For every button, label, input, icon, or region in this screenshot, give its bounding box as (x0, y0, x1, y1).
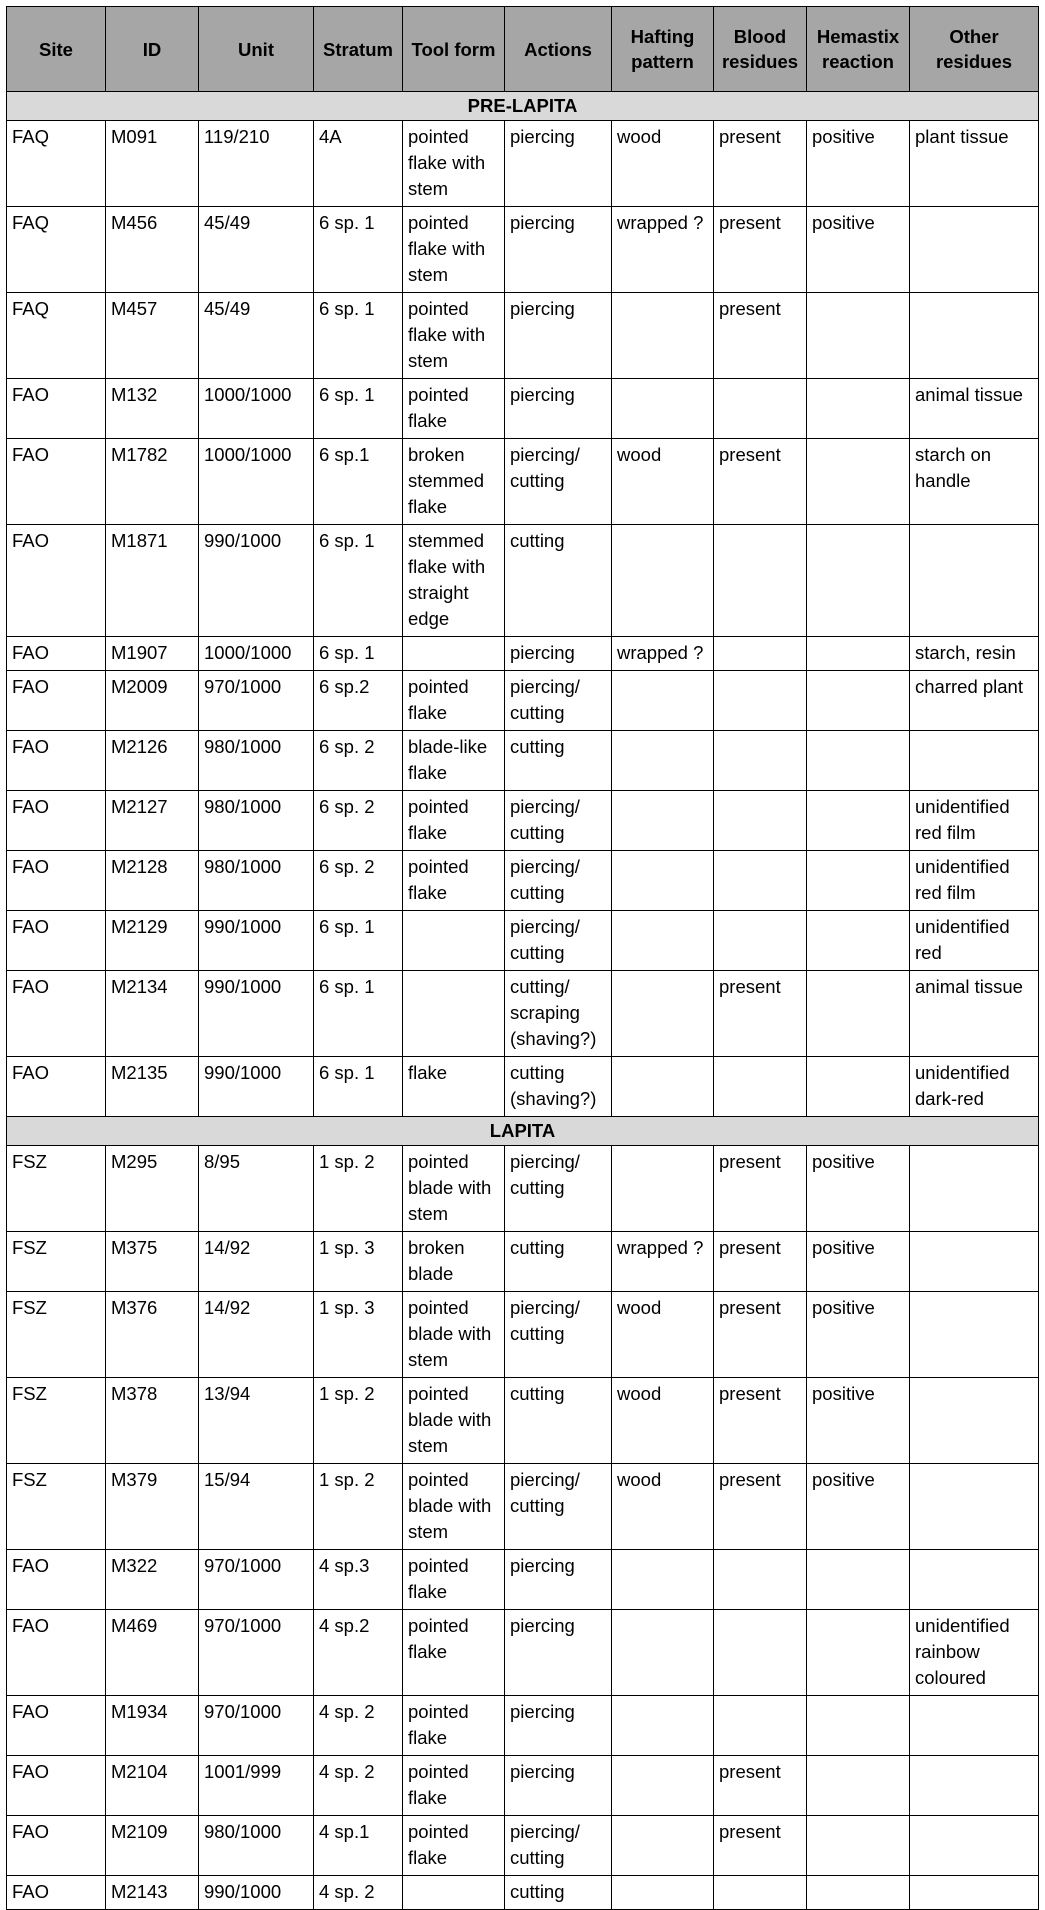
cell-stratum: 1 sp. 3 (314, 1292, 403, 1378)
cell-blood-residues (714, 851, 807, 911)
cell-hafting-pattern (612, 971, 714, 1057)
cell-stratum: 6 sp. 1 (314, 207, 403, 293)
cell-unit: 119/210 (199, 121, 314, 207)
cell-tool-form: stemmed flake with straight edge (403, 525, 505, 637)
cell-actions: cutting (505, 525, 612, 637)
cell-stratum: 6 sp. 2 (314, 851, 403, 911)
cell-unit: 990/1000 (199, 1057, 314, 1117)
header-blood-residues: Blood residues (714, 7, 807, 92)
cell-hafting-pattern (612, 1146, 714, 1232)
table-row (7, 911, 1039, 971)
cell-actions: piercing (505, 1610, 612, 1696)
cell-hemastix-reaction (807, 1816, 910, 1876)
cell-other-residues: starch, resin (910, 637, 1039, 671)
cell-other-residues (910, 1292, 1039, 1378)
residue-table (6, 6, 1039, 1910)
cell-actions: piercing/ cutting (505, 439, 612, 525)
cell-hafting-pattern (612, 911, 714, 971)
cell-tool-form: flake (403, 1057, 505, 1117)
cell-actions: cutting/ scraping (shaving?) (505, 971, 612, 1057)
cell-site: FAO (7, 671, 106, 731)
cell-blood-residues (714, 637, 807, 671)
cell-actions: piercing (505, 121, 612, 207)
table-row (7, 439, 1039, 525)
cell-id: M378 (106, 1378, 199, 1464)
cell-hemastix-reaction: positive (807, 1146, 910, 1232)
cell-tool-form: pointed flake (403, 1696, 505, 1756)
cell-site: FAO (7, 525, 106, 637)
cell-site: FAO (7, 439, 106, 525)
cell-id: M132 (106, 379, 199, 439)
cell-stratum: 6 sp. 1 (314, 525, 403, 637)
cell-site: FAO (7, 1696, 106, 1756)
cell-hafting-pattern: wood (612, 1292, 714, 1378)
cell-actions: piercing (505, 1696, 612, 1756)
cell-unit: 1000/1000 (199, 637, 314, 671)
cell-actions: piercing/ cutting (505, 1292, 612, 1378)
cell-hemastix-reaction: positive (807, 207, 910, 293)
cell-id: M375 (106, 1232, 199, 1292)
cell-stratum: 6 sp. 1 (314, 379, 403, 439)
cell-other-residues (910, 293, 1039, 379)
cell-tool-form: pointed blade with stem (403, 1146, 505, 1232)
cell-id: M2109 (106, 1816, 199, 1876)
cell-id: M2127 (106, 791, 199, 851)
cell-tool-form: pointed flake with stem (403, 207, 505, 293)
cell-stratum: 4 sp.3 (314, 1550, 403, 1610)
cell-tool-form: pointed blade with stem (403, 1464, 505, 1550)
cell-unit: 15/94 (199, 1464, 314, 1550)
cell-hemastix-reaction (807, 971, 910, 1057)
cell-site: FSZ (7, 1292, 106, 1378)
cell-other-residues: unidentified dark-red (910, 1057, 1039, 1117)
cell-blood-residues (714, 671, 807, 731)
header-actions: Actions (505, 7, 612, 92)
cell-blood-residues (714, 791, 807, 851)
header-other-residues: Other residues (910, 7, 1039, 92)
cell-hafting-pattern (612, 1816, 714, 1876)
cell-hemastix-reaction: positive (807, 1378, 910, 1464)
cell-id: M2143 (106, 1876, 199, 1910)
cell-actions: piercing/ cutting (505, 851, 612, 911)
table-row (7, 971, 1039, 1057)
cell-other-residues (910, 1146, 1039, 1232)
section-label: LAPITA (7, 1117, 1039, 1146)
cell-site: FAO (7, 1057, 106, 1117)
cell-blood-residues (714, 525, 807, 637)
table-row (7, 1610, 1039, 1696)
cell-site: FAO (7, 1816, 106, 1876)
cell-hafting-pattern: wood (612, 121, 714, 207)
cell-hemastix-reaction (807, 293, 910, 379)
cell-unit: 990/1000 (199, 1876, 314, 1910)
cell-other-residues (910, 1756, 1039, 1816)
cell-site: FAO (7, 1876, 106, 1910)
cell-site: FAQ (7, 121, 106, 207)
section-label: PRE-LAPITA (7, 92, 1039, 121)
cell-actions: piercing/ cutting (505, 911, 612, 971)
cell-other-residues: unidentified rainbow coloured (910, 1610, 1039, 1696)
cell-other-residues (910, 207, 1039, 293)
cell-hafting-pattern (612, 1610, 714, 1696)
cell-tool-form: pointed blade with stem (403, 1378, 505, 1464)
cell-id: M376 (106, 1292, 199, 1378)
cell-actions: piercing (505, 379, 612, 439)
cell-id: M2104 (106, 1756, 199, 1816)
table-row (7, 207, 1039, 293)
cell-site: FAO (7, 851, 106, 911)
cell-tool-form: broken stemmed flake (403, 439, 505, 525)
cell-id: M2009 (106, 671, 199, 731)
cell-actions: cutting (505, 1232, 612, 1292)
cell-unit: 45/49 (199, 207, 314, 293)
cell-stratum: 1 sp. 2 (314, 1464, 403, 1550)
cell-hemastix-reaction (807, 1057, 910, 1117)
cell-actions: cutting (505, 1378, 612, 1464)
cell-hafting-pattern (612, 671, 714, 731)
cell-stratum: 1 sp. 2 (314, 1146, 403, 1232)
cell-blood-residues (714, 1057, 807, 1117)
cell-actions: piercing (505, 1756, 612, 1816)
cell-site: FAQ (7, 207, 106, 293)
cell-actions: piercing (505, 293, 612, 379)
cell-hafting-pattern: wood (612, 1378, 714, 1464)
cell-hemastix-reaction (807, 1696, 910, 1756)
cell-unit: 970/1000 (199, 1696, 314, 1756)
cell-other-residues (910, 731, 1039, 791)
cell-stratum: 6 sp. 1 (314, 293, 403, 379)
cell-id: M2126 (106, 731, 199, 791)
cell-hemastix-reaction (807, 439, 910, 525)
header-stratum: Stratum (314, 7, 403, 92)
cell-blood-residues: present (714, 1292, 807, 1378)
cell-site: FSZ (7, 1146, 106, 1232)
cell-blood-residues: present (714, 1756, 807, 1816)
cell-hemastix-reaction: positive (807, 1232, 910, 1292)
cell-actions: cutting (505, 731, 612, 791)
cell-hafting-pattern (612, 379, 714, 439)
cell-site: FAO (7, 379, 106, 439)
cell-other-residues: charred plant (910, 671, 1039, 731)
table-row (7, 791, 1039, 851)
cell-site: FAO (7, 971, 106, 1057)
cell-unit: 14/92 (199, 1232, 314, 1292)
cell-tool-form: pointed flake (403, 379, 505, 439)
cell-actions: cutting (shaving?) (505, 1057, 612, 1117)
cell-other-residues: plant tissue (910, 121, 1039, 207)
cell-hemastix-reaction (807, 731, 910, 791)
cell-actions: piercing/ cutting (505, 1464, 612, 1550)
cell-site: FSZ (7, 1464, 106, 1550)
cell-stratum: 6 sp.2 (314, 671, 403, 731)
cell-id: M1934 (106, 1696, 199, 1756)
cell-unit: 980/1000 (199, 731, 314, 791)
cell-hemastix-reaction: positive (807, 121, 910, 207)
cell-id: M1907 (106, 637, 199, 671)
table-row (7, 1232, 1039, 1292)
cell-stratum: 6 sp. 1 (314, 1057, 403, 1117)
cell-actions: piercing (505, 637, 612, 671)
cell-site: FAO (7, 1610, 106, 1696)
cell-blood-residues (714, 1876, 807, 1910)
cell-site: FAO (7, 637, 106, 671)
table-row (7, 1696, 1039, 1756)
cell-other-residues: unidentified red (910, 911, 1039, 971)
cell-tool-form: blade-like flake (403, 731, 505, 791)
cell-hafting-pattern: wrapped ? (612, 207, 714, 293)
cell-unit: 14/92 (199, 1292, 314, 1378)
cell-other-residues: starch on handle (910, 439, 1039, 525)
cell-unit: 980/1000 (199, 791, 314, 851)
cell-tool-form: pointed flake (403, 1610, 505, 1696)
table-row (7, 1550, 1039, 1610)
cell-id: M2129 (106, 911, 199, 971)
cell-blood-residues: present (714, 207, 807, 293)
cell-hemastix-reaction (807, 791, 910, 851)
cell-unit: 980/1000 (199, 1816, 314, 1876)
cell-unit: 1000/1000 (199, 439, 314, 525)
cell-other-residues (910, 1876, 1039, 1910)
header-tool-form: Tool form (403, 7, 505, 92)
cell-hafting-pattern (612, 851, 714, 911)
cell-other-residues (910, 1464, 1039, 1550)
cell-tool-form: pointed flake with stem (403, 121, 505, 207)
header-id: ID (106, 7, 199, 92)
cell-tool-form: pointed flake (403, 1550, 505, 1610)
cell-unit: 990/1000 (199, 911, 314, 971)
cell-hafting-pattern (612, 791, 714, 851)
cell-stratum: 4A (314, 121, 403, 207)
cell-site: FAO (7, 731, 106, 791)
cell-hemastix-reaction (807, 379, 910, 439)
table-row (7, 121, 1039, 207)
cell-hemastix-reaction (807, 1610, 910, 1696)
cell-actions: piercing/ cutting (505, 791, 612, 851)
cell-id: M295 (106, 1146, 199, 1232)
cell-hemastix-reaction: positive (807, 1292, 910, 1378)
cell-site: FAO (7, 1756, 106, 1816)
cell-stratum: 4 sp. 2 (314, 1696, 403, 1756)
cell-hemastix-reaction (807, 1550, 910, 1610)
cell-blood-residues: present (714, 1146, 807, 1232)
section-header-row (7, 1117, 1039, 1146)
cell-tool-form (403, 911, 505, 971)
cell-hafting-pattern (612, 1696, 714, 1756)
cell-blood-residues: present (714, 1232, 807, 1292)
cell-hafting-pattern (612, 525, 714, 637)
cell-stratum: 4 sp.2 (314, 1610, 403, 1696)
cell-tool-form: pointed flake (403, 791, 505, 851)
cell-hafting-pattern (612, 293, 714, 379)
cell-stratum: 6 sp. 1 (314, 971, 403, 1057)
cell-unit: 45/49 (199, 293, 314, 379)
cell-hafting-pattern: wrapped ? (612, 637, 714, 671)
cell-hemastix-reaction (807, 671, 910, 731)
cell-other-residues (910, 1550, 1039, 1610)
cell-stratum: 4 sp. 2 (314, 1876, 403, 1910)
cell-hemastix-reaction: positive (807, 1464, 910, 1550)
cell-blood-residues: present (714, 1464, 807, 1550)
table-row (7, 1464, 1039, 1550)
cell-id: M091 (106, 121, 199, 207)
cell-other-residues: animal tissue (910, 379, 1039, 439)
cell-actions: piercing/ cutting (505, 1146, 612, 1232)
cell-blood-residues: present (714, 971, 807, 1057)
cell-other-residues (910, 1696, 1039, 1756)
cell-hafting-pattern: wrapped ? (612, 1232, 714, 1292)
header-hafting-pattern: Hafting pattern (612, 7, 714, 92)
cell-hafting-pattern (612, 1057, 714, 1117)
cell-blood-residues: present (714, 1816, 807, 1876)
cell-stratum: 4 sp. 2 (314, 1756, 403, 1816)
cell-blood-residues (714, 1610, 807, 1696)
cell-other-residues: animal tissue (910, 971, 1039, 1057)
table-row (7, 851, 1039, 911)
table-row (7, 1876, 1039, 1910)
cell-other-residues: unidentified red film (910, 791, 1039, 851)
cell-stratum: 6 sp. 1 (314, 637, 403, 671)
cell-blood-residues: present (714, 121, 807, 207)
cell-actions: piercing/ cutting (505, 671, 612, 731)
cell-blood-residues (714, 1696, 807, 1756)
table-row (7, 1292, 1039, 1378)
cell-id: M2135 (106, 1057, 199, 1117)
cell-unit: 970/1000 (199, 1610, 314, 1696)
cell-id: M457 (106, 293, 199, 379)
cell-tool-form: pointed flake with stem (403, 293, 505, 379)
cell-unit: 1000/1000 (199, 379, 314, 439)
cell-hemastix-reaction (807, 1876, 910, 1910)
cell-blood-residues (714, 379, 807, 439)
cell-tool-form: pointed flake (403, 1816, 505, 1876)
cell-blood-residues: present (714, 1378, 807, 1464)
cell-actions: piercing (505, 1550, 612, 1610)
cell-hafting-pattern (612, 1756, 714, 1816)
cell-id: M322 (106, 1550, 199, 1610)
cell-id: M1782 (106, 439, 199, 525)
cell-hafting-pattern: wood (612, 439, 714, 525)
table-row (7, 1378, 1039, 1464)
cell-stratum: 1 sp. 2 (314, 1378, 403, 1464)
header-unit: Unit (199, 7, 314, 92)
cell-unit: 970/1000 (199, 671, 314, 731)
cell-hafting-pattern (612, 1876, 714, 1910)
cell-actions: piercing (505, 207, 612, 293)
cell-stratum: 1 sp. 3 (314, 1232, 403, 1292)
cell-other-residues (910, 1378, 1039, 1464)
table-row (7, 1057, 1039, 1117)
header-row (7, 7, 1039, 92)
cell-actions: piercing/ cutting (505, 1816, 612, 1876)
cell-blood-residues (714, 911, 807, 971)
cell-hemastix-reaction (807, 1756, 910, 1816)
cell-hafting-pattern: wood (612, 1464, 714, 1550)
cell-hemastix-reaction (807, 851, 910, 911)
cell-site: FSZ (7, 1232, 106, 1292)
table-body (7, 92, 1039, 1910)
cell-tool-form: broken blade (403, 1232, 505, 1292)
header-site: Site (7, 7, 106, 92)
table-row (7, 671, 1039, 731)
table-row (7, 1146, 1039, 1232)
cell-other-residues: unidentified red film (910, 851, 1039, 911)
cell-site: FAQ (7, 293, 106, 379)
table-row (7, 637, 1039, 671)
table-row (7, 1756, 1039, 1816)
cell-hafting-pattern (612, 1550, 714, 1610)
cell-unit: 990/1000 (199, 525, 314, 637)
cell-tool-form (403, 637, 505, 671)
cell-id: M2128 (106, 851, 199, 911)
cell-site: FSZ (7, 1378, 106, 1464)
cell-tool-form (403, 1876, 505, 1910)
cell-hafting-pattern (612, 731, 714, 791)
cell-unit: 13/94 (199, 1378, 314, 1464)
cell-id: M469 (106, 1610, 199, 1696)
cell-stratum: 6 sp. 2 (314, 791, 403, 851)
cell-tool-form: pointed flake (403, 671, 505, 731)
cell-hemastix-reaction (807, 911, 910, 971)
cell-site: FAO (7, 911, 106, 971)
table-row (7, 731, 1039, 791)
cell-stratum: 6 sp. 1 (314, 911, 403, 971)
cell-stratum: 6 sp.1 (314, 439, 403, 525)
table-row (7, 525, 1039, 637)
cell-hemastix-reaction (807, 637, 910, 671)
cell-unit: 990/1000 (199, 971, 314, 1057)
table-row (7, 293, 1039, 379)
cell-unit: 980/1000 (199, 851, 314, 911)
cell-stratum: 4 sp.1 (314, 1816, 403, 1876)
cell-unit: 8/95 (199, 1146, 314, 1232)
cell-id: M456 (106, 207, 199, 293)
cell-actions: cutting (505, 1876, 612, 1910)
section-header-row (7, 92, 1039, 121)
table-row (7, 1816, 1039, 1876)
table-row (7, 379, 1039, 439)
cell-site: FAO (7, 791, 106, 851)
cell-blood-residues: present (714, 439, 807, 525)
cell-blood-residues: present (714, 293, 807, 379)
cell-id: M379 (106, 1464, 199, 1550)
cell-unit: 1001/999 (199, 1756, 314, 1816)
cell-id: M1871 (106, 525, 199, 637)
cell-other-residues (910, 1232, 1039, 1292)
cell-other-residues (910, 1816, 1039, 1876)
cell-id: M2134 (106, 971, 199, 1057)
cell-other-residues (910, 525, 1039, 637)
cell-unit: 970/1000 (199, 1550, 314, 1610)
header-hemastix-reaction: Hemastix reaction (807, 7, 910, 92)
cell-stratum: 6 sp. 2 (314, 731, 403, 791)
cell-site: FAO (7, 1550, 106, 1610)
cell-blood-residues (714, 1550, 807, 1610)
cell-tool-form: pointed flake (403, 851, 505, 911)
cell-tool-form: pointed blade with stem (403, 1292, 505, 1378)
cell-tool-form: pointed flake (403, 1756, 505, 1816)
cell-blood-residues (714, 731, 807, 791)
cell-tool-form (403, 971, 505, 1057)
cell-hemastix-reaction (807, 525, 910, 637)
